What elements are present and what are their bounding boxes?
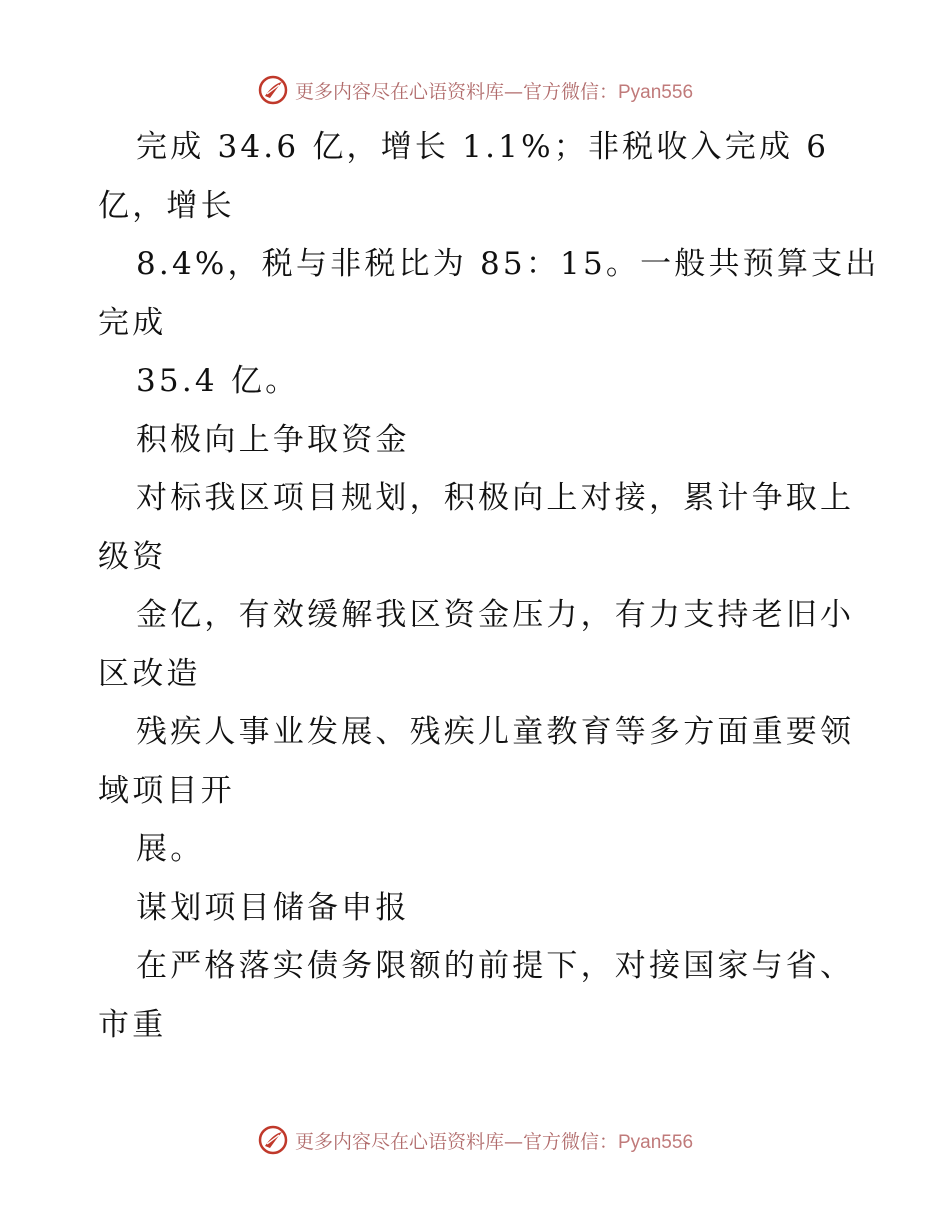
body-line: 区改造 <box>98 655 201 692</box>
footer-banner <box>0 1120 950 1160</box>
body-line: 亿，增长 <box>98 187 235 224</box>
footer-banner-separator: — <box>503 1130 523 1153</box>
document-body <box>98 118 880 1054</box>
body-line: 对标我区项目规划，积极向上对接，累计争取上 <box>136 480 855 516</box>
section-heading: 积极向上争取资金 <box>136 421 410 458</box>
header-banner-separator: — <box>503 80 523 103</box>
header-banner-slogan: 更多内容尽在心语资料库 <box>294 80 504 103</box>
body-line: 残疾人事业发展、残疾儿童教育等多方面重要领 <box>136 714 855 750</box>
footer-banner-inner <box>257 1124 693 1156</box>
header-banner-wechat-label: 官方微信： <box>522 80 618 103</box>
section-heading: 谋划项目储备申报 <box>136 889 410 926</box>
body-line: 展。 <box>136 831 205 867</box>
body-line: 在严格落实债务限额的前提下，对接国家与省、 <box>136 948 855 984</box>
brand-logo-icon <box>257 74 289 106</box>
header-banner <box>0 70 950 110</box>
body-line: 级资 <box>98 538 167 575</box>
body-line: 市重 <box>98 1006 167 1043</box>
footer-banner-wechat-id: Pyan556 <box>618 1131 694 1153</box>
header-banner-wechat-id: Pyan556 <box>618 81 694 103</box>
body-line: 域项目开 <box>98 772 235 809</box>
body-line: 35.4 亿。 <box>136 363 300 399</box>
footer-banner-text <box>295 1127 693 1154</box>
footer-banner-slogan: 更多内容尽在心语资料库 <box>294 1130 504 1153</box>
body-line: 金亿，有效缓解我区资金压力，有力支持老旧小 <box>136 597 855 633</box>
footer-banner-wechat-label: 官方微信： <box>522 1130 618 1153</box>
body-line: 完成 <box>98 304 167 341</box>
brand-logo-icon <box>257 1124 289 1156</box>
header-banner-inner <box>257 74 693 106</box>
body-line: 8.4%，税与非税比为 85：15。一般共预算支出 <box>136 246 880 282</box>
header-banner-text <box>295 77 693 104</box>
body-line: 完成 34.6 亿，增长 1.1%；非税收入完成 6 <box>136 129 830 165</box>
